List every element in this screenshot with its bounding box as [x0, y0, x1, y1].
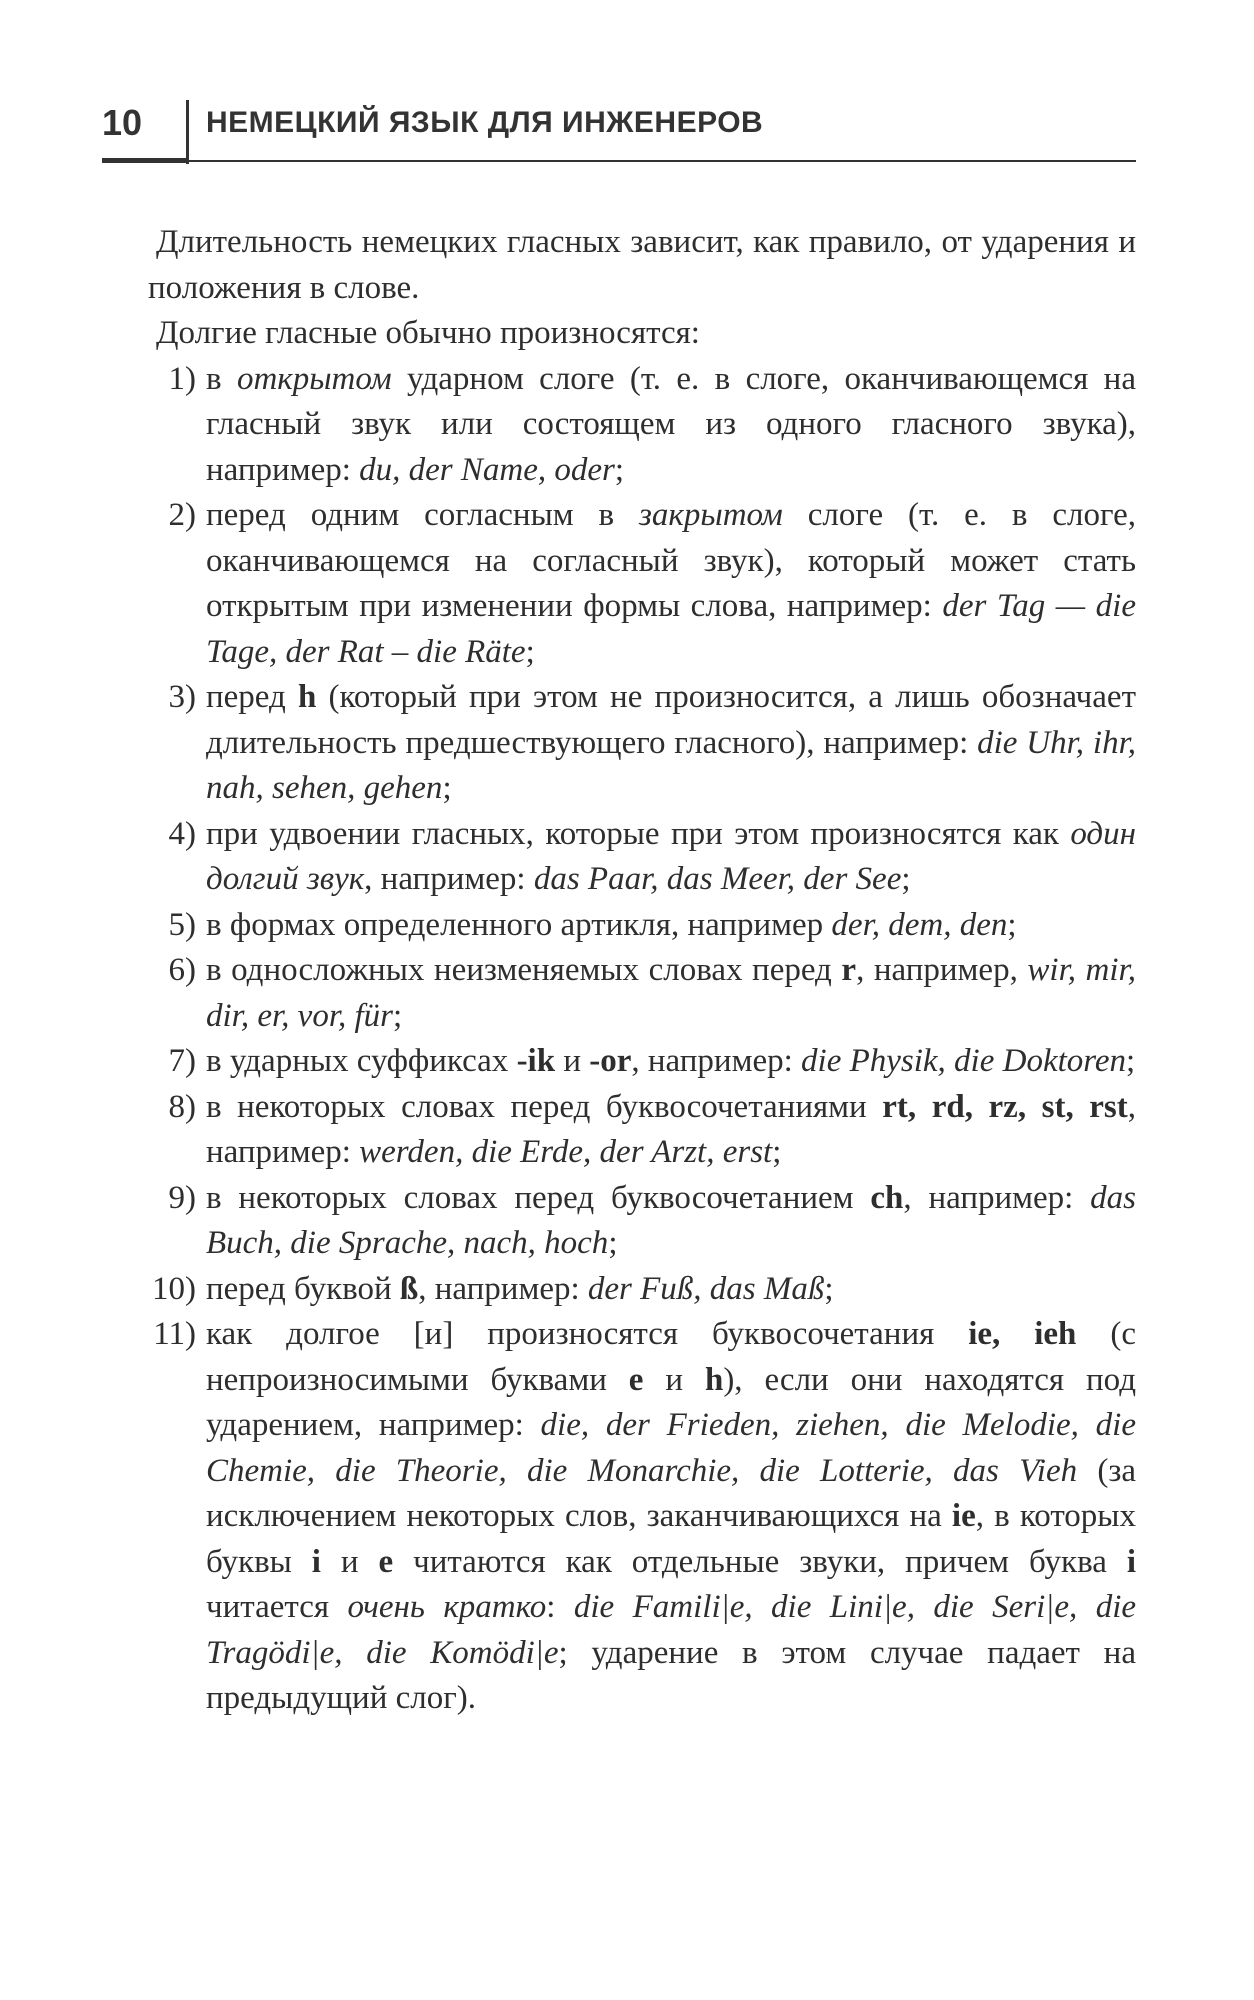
list-item: 4) при удвоении гласных, которые при этом произносятся как один долгий звук, например: das Paar, das Meer, der See;: [148, 812, 1136, 903]
header-divider: [186, 100, 189, 164]
list-item: 9) в некоторых словах перед буквосочетанием ch, например: das Buch, die Sprache, nach, hoch;: [148, 1176, 1136, 1267]
list-intro: Долгие гласные обычно произносятся:: [156, 315, 700, 351]
item-number: 9): [168, 1179, 196, 1216]
list-item: 2) перед одним согласным в закрытом слоге (т. е. в слоге, оканчивающемся на согласный звук), который может стать открытым при изменении формы слова, например: der Tag — die Tage, der Rat – die Räte;: [148, 493, 1136, 675]
list-item: 6) в односложных неизменяемых словах перед r, например, wir, mir, dir, er, vor, für;: [148, 948, 1136, 1039]
item-number: 6): [168, 952, 196, 988]
list-item: 11) как долгое [и] произносятся буквосочетания ie, ieh (с непроизносимыми буквами e и h), если они находятся под ударением, например: die, der Frieden, ziehen, die Melodie, die Chemie, die Theorie, die Monarchie, die Lotterie, das Vieh (за исключением некоторых слов, заканчивающихся на ie, в которых буквы i и e читаются как отдельные звуки, причем буква i читается очень кратко: die Famili|e, die Lini|e, die Seri|e, die Tragödi|e, die Komödi|e; ударение в этом случае падает на предыдущий слог).: [148, 1312, 1136, 1722]
running-title: НЕМЕЦКИЙ ЯЗЫК ДЛЯ ИНЖЕНЕРОВ: [206, 106, 764, 139]
list-item: 8) в некоторых словах перед буквосочетаниями rt, rd, rz, st, rst, например: werden, die Erde, der Arzt, erst;: [148, 1085, 1136, 1176]
list-item: 5) в формах определенного артикля, например der, dem, den;: [148, 903, 1136, 949]
list-item: 3) перед h (который при этом не произносится, а лишь обозначает длительность предшествующего гласного), например: die Uhr, ihr, nah, sehen, gehen;: [148, 675, 1136, 812]
item-number: 5): [168, 906, 196, 943]
list-item: 10) перед буквой ß, например: der Fuß, das Maß;: [148, 1267, 1136, 1313]
body-text: [148, 220, 1136, 1722]
header-rule: [188, 160, 1136, 162]
item-number: 1): [168, 360, 196, 397]
item-number: 7): [168, 1043, 196, 1079]
item-number: 3): [168, 679, 196, 715]
header-rule-thick: [102, 158, 188, 163]
item-number: 4): [168, 815, 196, 852]
item-number: 10): [152, 1270, 196, 1307]
intro-paragraph: Длительность немецких гласных зависит, как правило, от ударения и положения в слове.: [148, 224, 1136, 306]
item-number: 8): [168, 1088, 196, 1125]
item-number: 11): [153, 1316, 196, 1352]
page-number: 10: [102, 102, 143, 143]
list-item: 7) в ударных суффиксах -ik и -or, например: die Physik, die Doktoren;: [148, 1039, 1136, 1085]
item-number: 2): [168, 497, 196, 533]
list-item: 1) в открытом ударном слоге (т. е. в слоге, оканчивающемся на гласный звук или состоящем из одного гласного звука), например: du, der Name, oder;: [148, 357, 1136, 494]
running-header: [102, 102, 1136, 164]
long-vowel-rules-list: [148, 357, 1136, 1722]
